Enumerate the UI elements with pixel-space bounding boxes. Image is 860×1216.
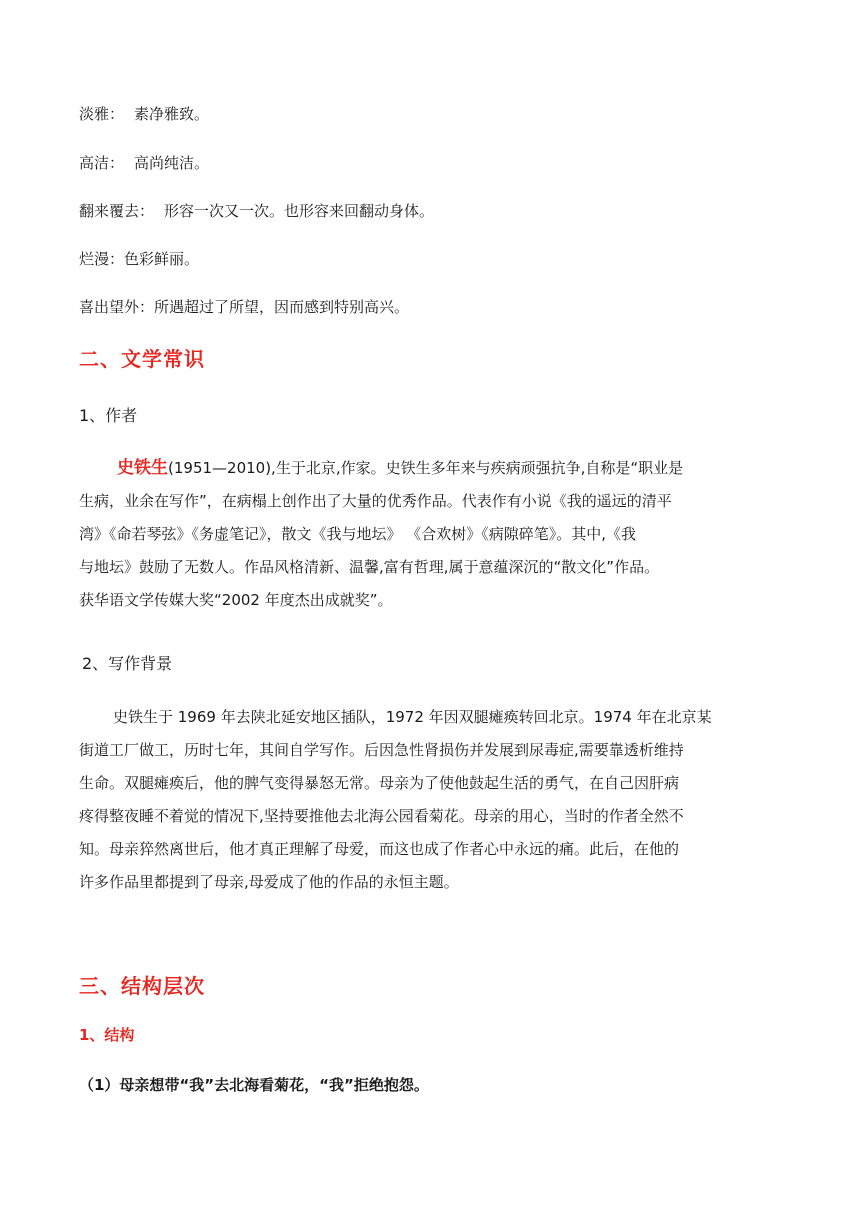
author-line-text: (1951—2010),生于北京,作家。史铁生多年来与疾病顽强抗争,自称是“职业是 <box>168 459 684 477</box>
background-line: 街道工厂做工，历时七年，其间自学写作。后因急性肾损伤并发展到尿毒症,需要靠透析维持 <box>79 741 684 759</box>
vocab-item <box>79 297 409 317</box>
author-line: 获华语文学传媒大奖“2002 年度杰出成就奖”。 <box>79 591 393 609</box>
vocab-term: 翻来覆去： <box>79 202 155 220</box>
background-line: 生命。双腿瘫痪后，他的脾气变得暴怒无常。母亲为了使他鼓起生活的勇气，在自己因肝病 <box>79 774 680 792</box>
section-heading-structure: 三、结构层次 <box>79 974 205 998</box>
vocab-definition: 素净雅致。 <box>134 105 210 123</box>
vocab-item <box>79 104 209 124</box>
subheading-background: 2、写作背景 <box>82 654 173 673</box>
subheading-author: 1、作者 <box>79 406 138 425</box>
vocab-item <box>79 201 434 221</box>
structure-item: （1）母亲想带“我”去北海看菊花，“我”拒绝抱怨。 <box>79 1076 429 1094</box>
author-line: 与地坛》鼓励了无数人。作品风格清新、温馨,富有哲理,属于意蕴深沉的“散文化”作品。 <box>79 558 660 576</box>
subheading-structure: 1、结构 <box>79 1026 135 1044</box>
vocab-definition: 所遇超过了所望，因而感到特别高兴。 <box>154 298 410 316</box>
background-line: 史铁生于 1969 年去陕北延安地区插队，1972 年因双腿瘫痪转回北京。1974 年在北京某 <box>113 708 712 726</box>
author-line <box>79 452 781 485</box>
vocab-term: 烂漫： <box>79 250 125 268</box>
vocab-definition: 色彩鲜丽。 <box>124 250 200 268</box>
author-paragraph <box>79 452 781 617</box>
author-name: 史铁生 <box>117 458 168 478</box>
vocab-term: 喜出望外： <box>79 298 155 316</box>
background-paragraph <box>79 701 781 899</box>
author-line: 生病，业余在写作”，在病榻上创作出了大量的优秀作品。代表作有小说《我的遥远的清平 <box>79 492 672 510</box>
section-heading-literary-knowledge: 二、文学常识 <box>79 347 205 371</box>
vocab-term: 淡雅： <box>79 105 125 123</box>
background-line: 知。母亲猝然离世后，他才真正理解了母爱，而这也成了作者心中永远的痛。此后，在他的 <box>79 840 680 858</box>
vocab-term: 高洁： <box>79 154 125 172</box>
vocab-item <box>79 249 199 269</box>
background-line: 疼得整夜睡不着觉的情况下,坚持要推他去北海公园看菊花。母亲的用心，当时的作者全然不 <box>79 807 684 825</box>
vocab-definition: 形容一次又一次。也形容来回翻动身体。 <box>164 202 435 220</box>
author-line: 湾》《命若琴弦》《务虚笔记》，散文《我与地坛》 《合欢树》《病隙碎笔》。其中,《我 <box>79 525 637 543</box>
vocab-definition: 高尚纯洁。 <box>134 154 210 172</box>
background-line: 许多作品里都提到了母亲,母爱成了他的作品的永恒主题。 <box>79 873 459 891</box>
vocab-item <box>79 153 209 173</box>
